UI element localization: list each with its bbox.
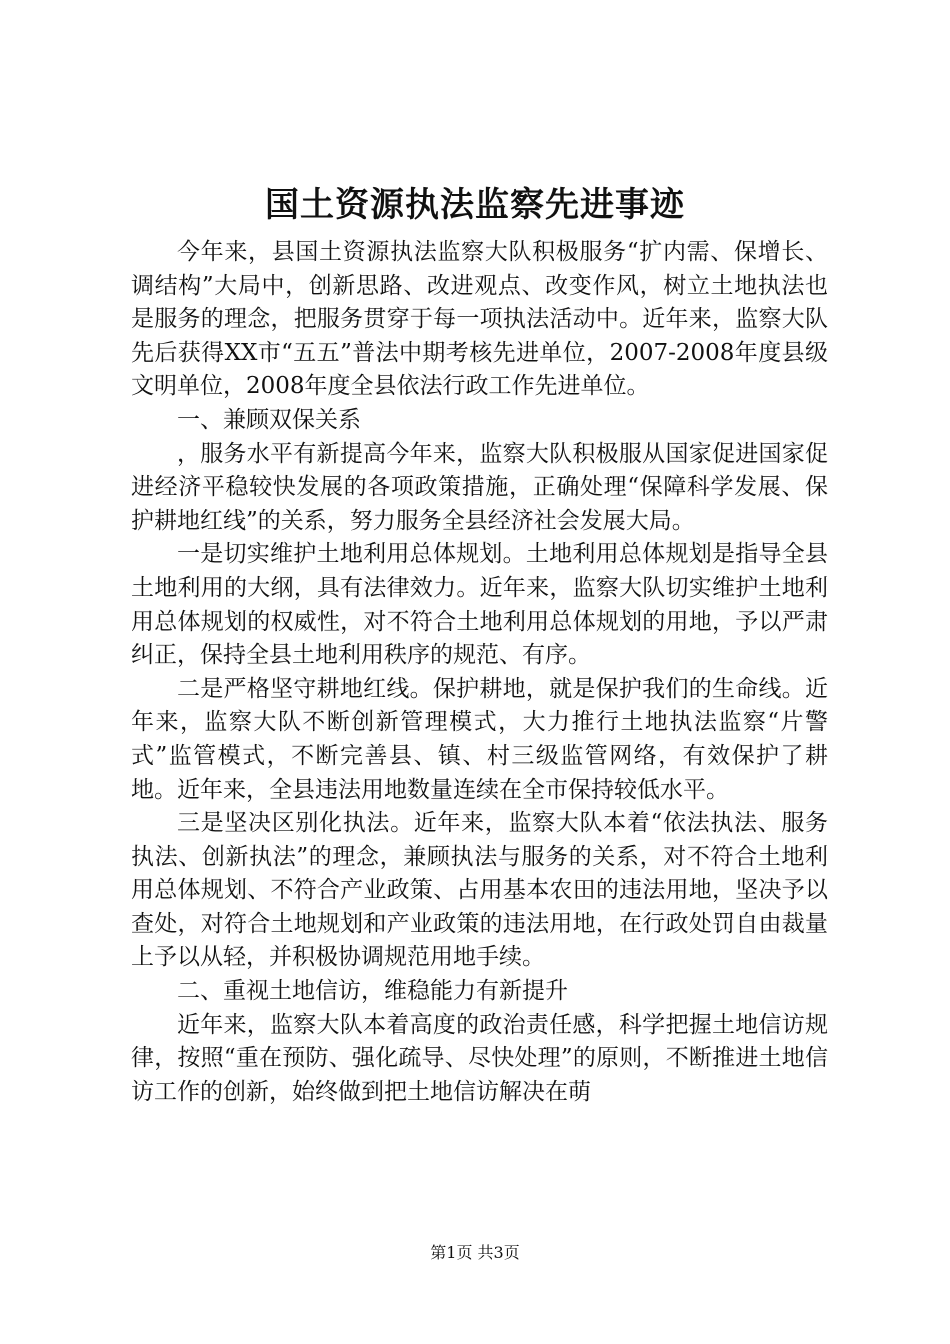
page-footer: 第1页 共3页 bbox=[430, 1243, 520, 1262]
paragraph-point-2: 二是严格坚守耕地红线。保护耕地，就是保护我们的生命线。近年来，监察大队不断创新管理模式，大力推行土地执法监察“片警式”监管模式，不断完善县、镇、村三级监管网络，有效保护了耕地。近年来，全县违法用地数量连续在全市保持较低水平。 bbox=[131, 675, 828, 803]
paragraph-point-1: 一是切实维护土地利用总体规划。土地利用总体规划是指导全县土地利用的大纲，具有法律效力。近年来，监察大队切实维护土地利用总体规划的权威性，对不符合土地利用总体规划的用地，予以严肃纠正，保持全县土地利用秩序的规范、有序。 bbox=[131, 541, 828, 669]
paragraph-petition: 近年来，监察大队本着高度的政治责任感，科学把握土地信访规律，按照“重在预防、强化疏导、尽快处理”的原则，不断推进土地信访工作的创新，始终做到把土地信访解决在萌 bbox=[131, 1011, 828, 1105]
section-heading-1: 一、兼顾双保关系 bbox=[177, 406, 361, 433]
document-body bbox=[131, 236, 828, 1109]
section-heading-2: 二、重视土地信访，维稳能力有新提升 bbox=[177, 978, 568, 1005]
document-title: 国土资源执法监察先进事迹 bbox=[265, 185, 685, 225]
paragraph-intro: 今年来，县国土资源执法监察大队积极服务“扩内需、保增长、调结构”大局中，创新思路、改进观点、改变作风，树立土地执法也是服务的理念，把服务贯穿于每一项执法活动中。近年来，监察大队先后获得XX市“五五”普法中期考核先进单位，2007-2008年度县级文明单位，2008年度全县依法行政工作先进单位。 bbox=[131, 239, 828, 400]
paragraph-service: ，服务水平有新提高今年来，监察大队积极服从国家促进国家促进经济平稳较快发展的各项政策措施，正确处理“保障科学发展、保护耕地红线”的关系，努力服务全县经济社会发展大局。 bbox=[131, 440, 828, 534]
paragraph-point-3: 三是坚决区别化执法。近年来，监察大队本着“依法执法、服务执法、创新执法”的理念，兼顾执法与服务的关系，对不符合土地利用总体规划、不符合产业政策、占用基本农田的违法用地，坚决予以查处，对符合土地规划和产业政策的违法用地，在行政处罚自由裁量上予以从轻，并积极协调规范用地手续。 bbox=[131, 810, 828, 971]
